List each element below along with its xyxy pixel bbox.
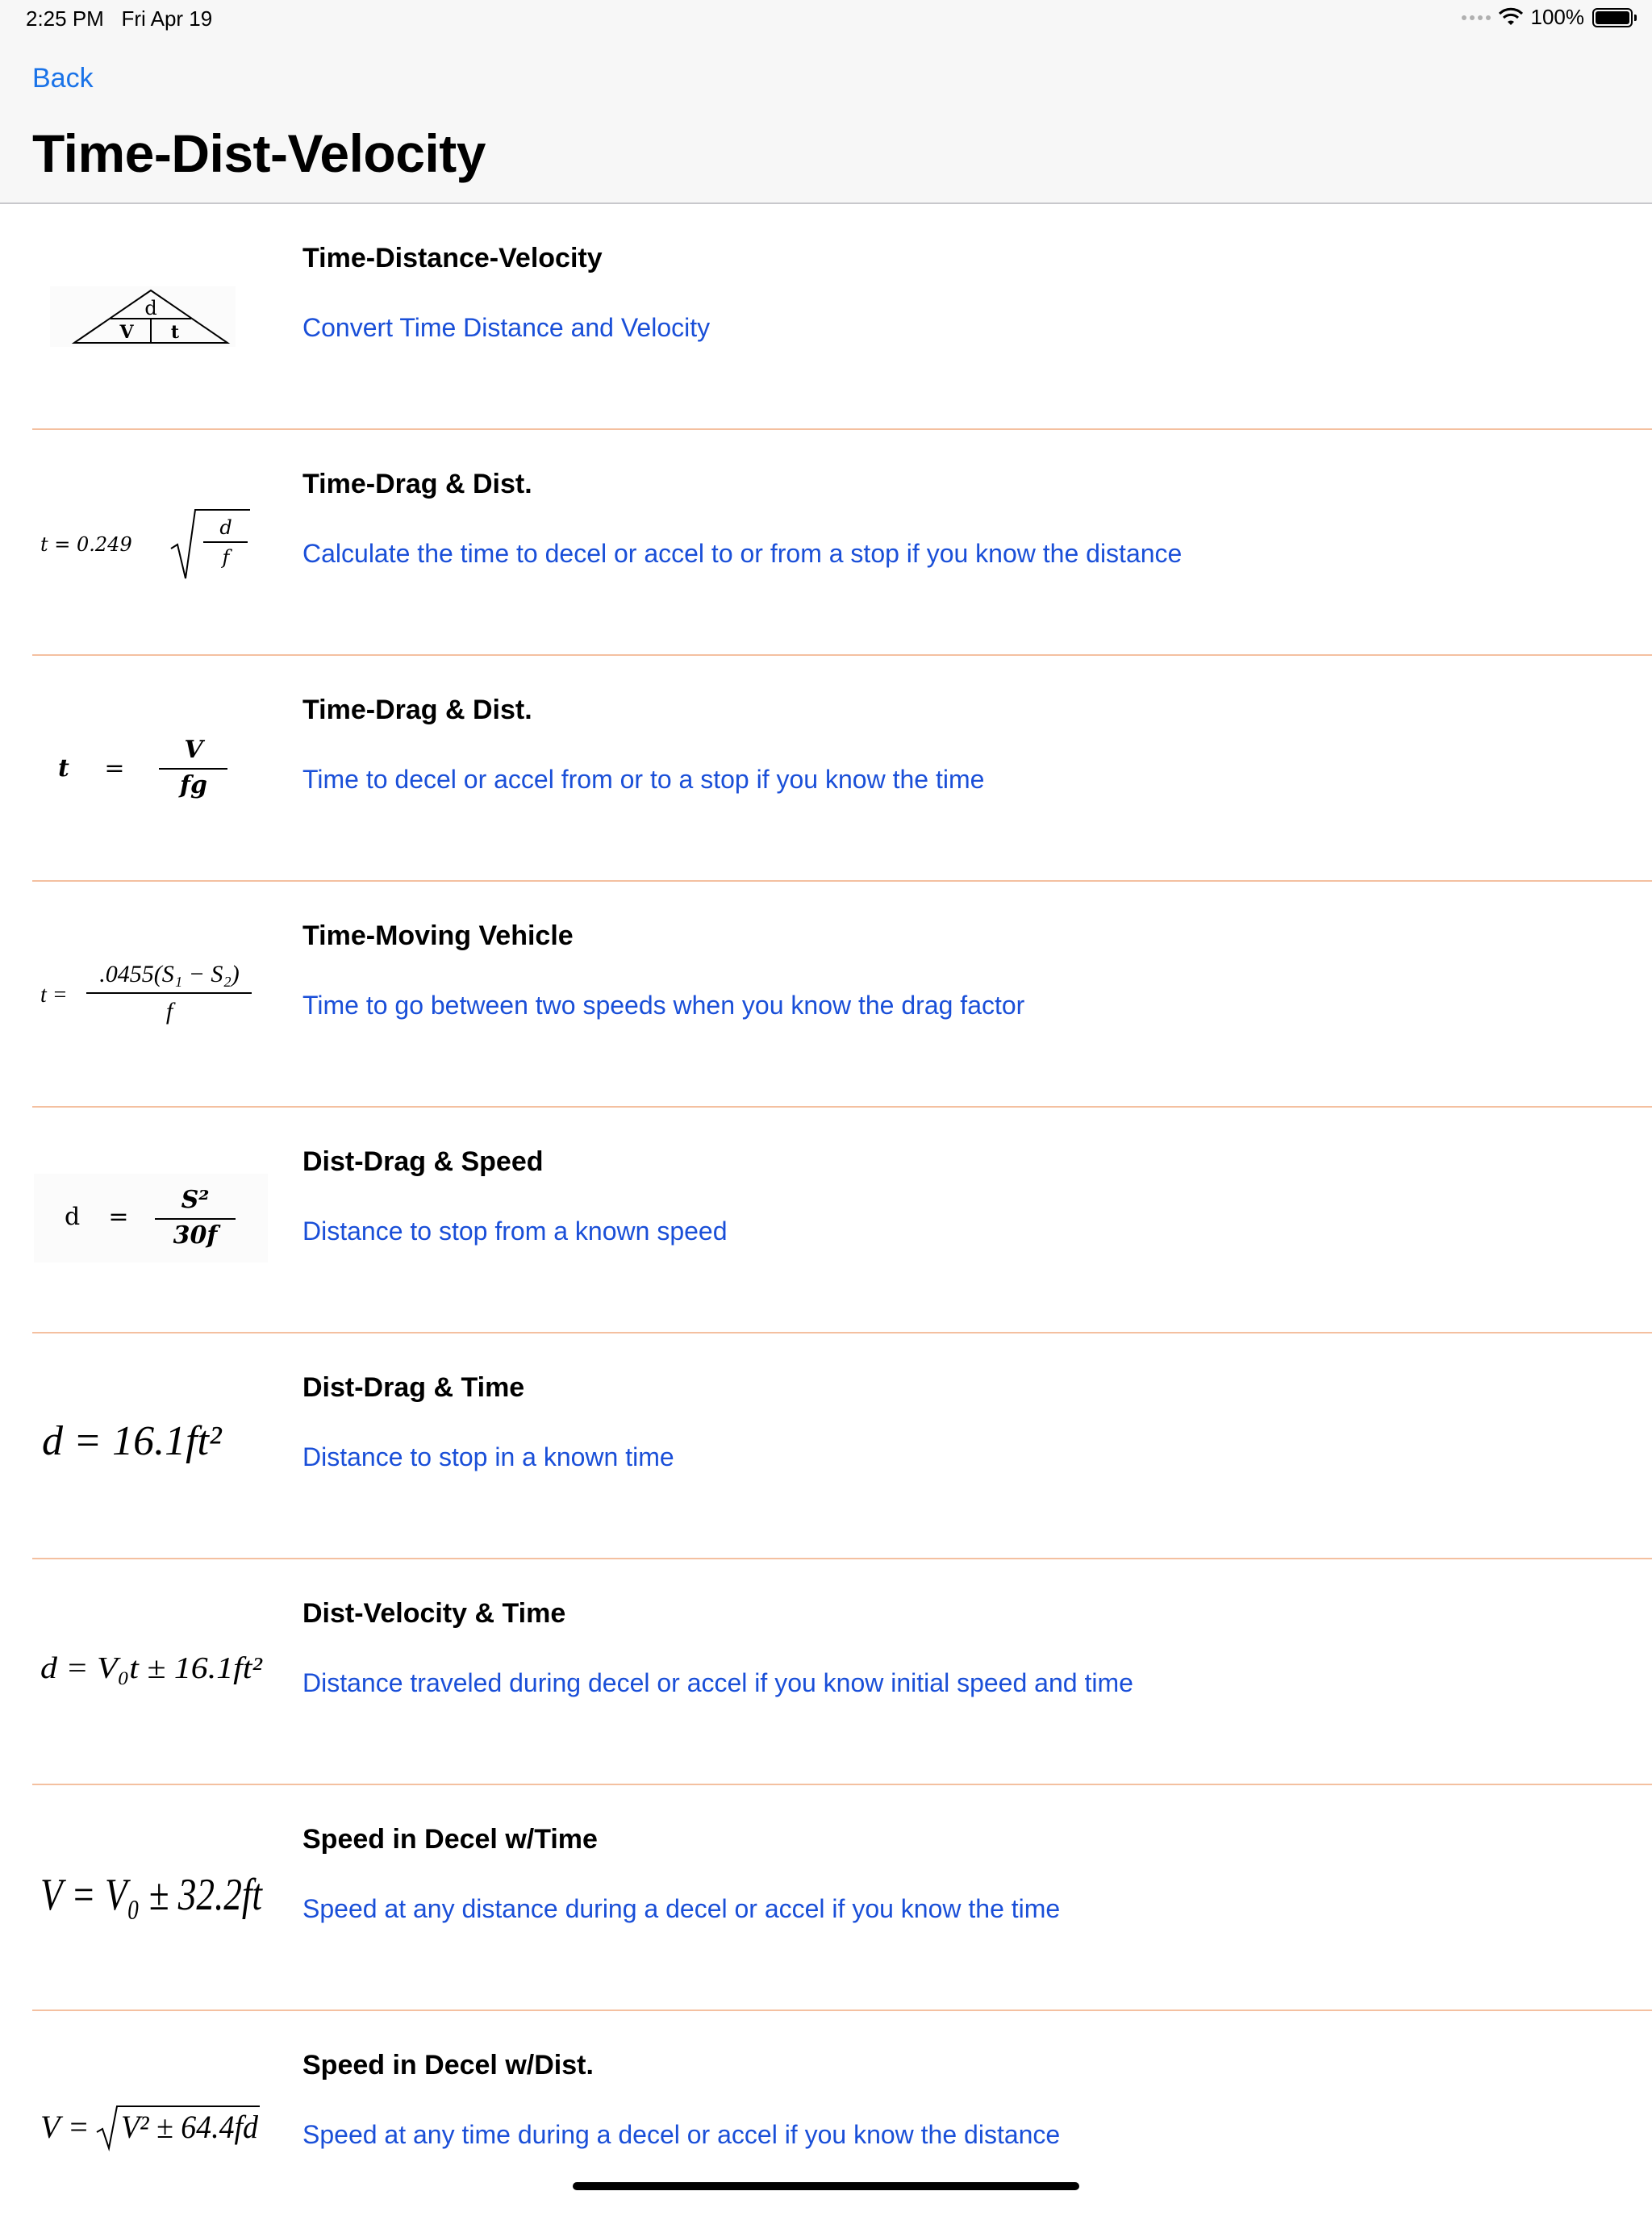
- row-title: Dist-Drag & Time: [302, 1372, 525, 1403]
- wifi-icon: [1499, 9, 1523, 27]
- formula-image: [34, 1158, 268, 1279]
- row-subtitle[interactable]: Convert Time Distance and Velocity: [302, 313, 711, 342]
- page-title: Time-Dist-Velocity: [32, 123, 486, 183]
- battery-icon: [1592, 8, 1633, 27]
- svg-text:V = V₀ ± 32.2ft: V = V₀ ± 32.2ft: [40, 1870, 264, 1920]
- svg-text:d = 16.1ft²: d = 16.1ft²: [42, 1418, 222, 1464]
- signal-icon: [1462, 15, 1491, 20]
- formula-list: [0, 204, 1652, 2237]
- svg-text:V: V: [184, 736, 203, 764]
- formula-image: [34, 932, 268, 1053]
- formula-image: [34, 1835, 268, 1956]
- list-item[interactable]: [32, 430, 1652, 656]
- svg-text:t = 0.249: t = 0.249: [40, 533, 132, 556]
- formula-image: [34, 706, 268, 827]
- svg-text:d = V₀t ± 16.1ft²: d = V₀t ± 16.1ft²: [40, 1651, 263, 1685]
- list-item[interactable]: [32, 204, 1652, 430]
- svg-text:d: d: [144, 297, 157, 319]
- row-title: Time-Distance-Velocity: [302, 243, 603, 273]
- list-item[interactable]: [32, 1785, 1652, 2011]
- svg-text:=: =: [104, 754, 125, 783]
- formula-image: [34, 254, 268, 375]
- svg-text:=: =: [108, 1203, 129, 1231]
- date-label: Fri Apr 19: [121, 6, 213, 31]
- svg-text:fg: fg: [180, 771, 207, 799]
- row-subtitle[interactable]: Distance to stop in a known time: [302, 1442, 674, 1471]
- back-button[interactable]: Back: [32, 63, 94, 94]
- row-title: Time-Drag & Dist.: [302, 469, 532, 499]
- row-subtitle[interactable]: Distance to stop from a known speed: [302, 1217, 728, 1246]
- svg-text:d: d: [65, 1203, 81, 1231]
- row-subtitle[interactable]: Time to go between two speeds when you know the drag factor: [302, 991, 1025, 1020]
- svg-text:V: V: [119, 322, 134, 343]
- formula-image: [34, 2061, 268, 2182]
- list-item[interactable]: [32, 656, 1652, 882]
- home-indicator[interactable]: [573, 2182, 1079, 2190]
- svg-text:t: t: [170, 322, 180, 343]
- row-subtitle[interactable]: Speed at any distance during a decel or accel if you know the time: [302, 1894, 1061, 1923]
- row-subtitle[interactable]: Distance traveled during decel or accel if you know initial speed and time: [302, 1668, 1133, 1697]
- svg-text:f: f: [165, 998, 173, 1025]
- formula-image: [34, 480, 268, 601]
- row-title: Dist-Drag & Speed: [302, 1146, 544, 1177]
- list-item[interactable]: [32, 882, 1652, 1108]
- row-title: Speed in Decel w/Time: [302, 1824, 598, 1855]
- row-subtitle[interactable]: Time to decel or accel from or to a stop if you know the time: [302, 765, 985, 794]
- status-bar-indicators: [1462, 5, 1633, 30]
- row-title: Time-Moving Vehicle: [302, 920, 574, 951]
- list-item[interactable]: [32, 1108, 1652, 1333]
- row-subtitle[interactable]: Calculate the time to decel or accel to or from a stop if you know the distance: [302, 539, 1183, 568]
- svg-text:30f: 30f: [173, 1221, 218, 1250]
- svg-text:.0455(S₁ − S₂): .0455(S₁ − S₂): [99, 961, 240, 987]
- svg-text:V² ± 64.4fd: V² ± 64.4fd: [121, 2109, 259, 2145]
- time-label: 2:25 PM: [26, 6, 104, 31]
- row-title: Time-Drag & Dist.: [302, 695, 532, 725]
- list-item[interactable]: [32, 1333, 1652, 1559]
- svg-text:d: d: [219, 516, 232, 539]
- svg-text:V =: V =: [40, 2109, 90, 2145]
- svg-text:t =: t =: [40, 983, 68, 1008]
- row-title: Dist-Velocity & Time: [302, 1598, 566, 1629]
- formula-image: [34, 1384, 268, 1505]
- list-item[interactable]: [32, 1559, 1652, 1785]
- svg-text:S²: S²: [181, 1186, 210, 1214]
- navigation-bar: [0, 0, 1652, 204]
- svg-text:t: t: [58, 754, 69, 783]
- status-bar-time: [26, 6, 212, 31]
- row-subtitle[interactable]: Speed at any time during a decel or accel if you know the distance: [302, 2120, 1061, 2149]
- battery-percent: 100%: [1530, 5, 1584, 29]
- svg-text:f: f: [222, 546, 230, 569]
- list-item[interactable]: [32, 2011, 1652, 2237]
- formula-image: [34, 1609, 268, 1730]
- row-title: Speed in Decel w/Dist.: [302, 2050, 594, 2080]
